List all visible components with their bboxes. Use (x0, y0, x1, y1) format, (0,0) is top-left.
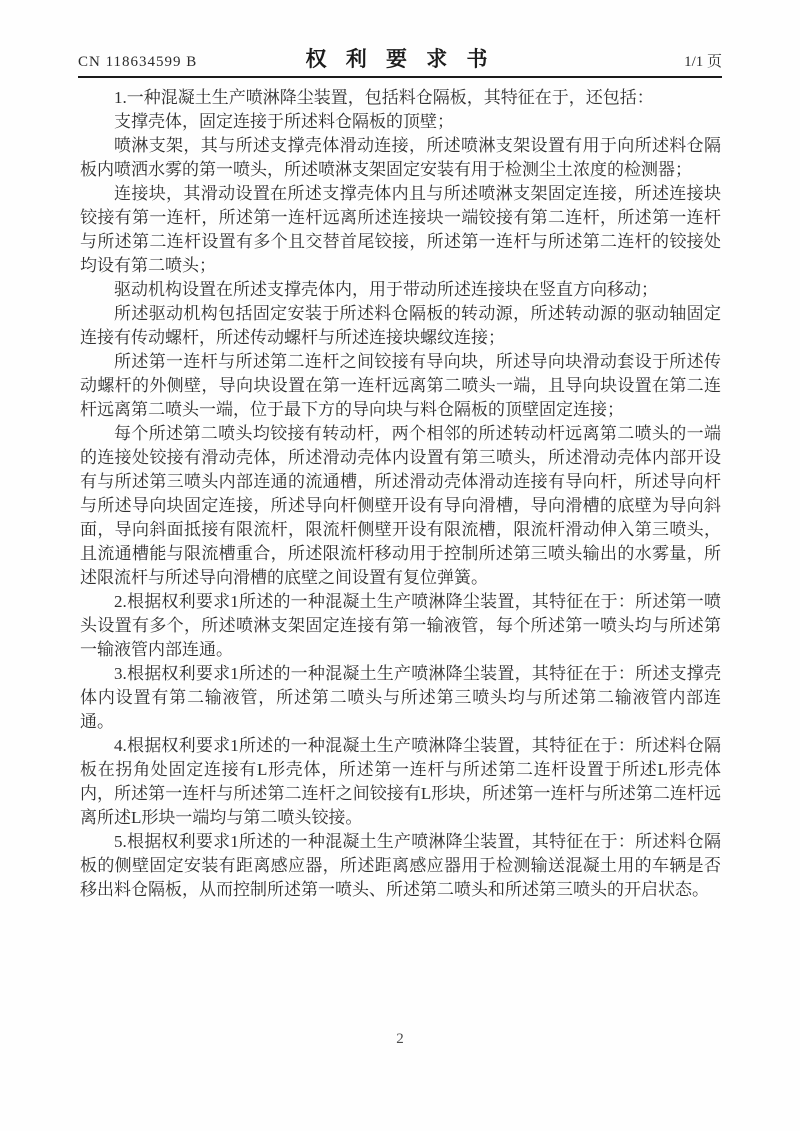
header-divider (78, 76, 722, 78)
claim-1-nozzle-detail: 每个所述第二喷头均铰接有转动杆，两个相邻的所述转动杆远离第二喷头的一端的连接处铰接有滑动壳体，所述滑动壳体内设置有第三喷头，所述滑动壳体内部开设有与所述第三喷头内部连通的流通槽，所述滑动壳体滑动连接有导向杆，所述导向杆与所述导向块固定连接，所述导向杆侧壁开设有导向滑槽，导向滑槽的底壁为导向斜面，导向斜面抵接有限流杆，限流杆侧壁开设有限流槽，限流杆滑动伸入第三喷头，且流通槽能与限流槽重合，所述限流杆移动用于控制所述第三喷头输出的水雾量，所述限流杆与所述导向滑槽的底壁之间设置有复位弹簧。 (80, 424, 721, 587)
claims-body (80, 86, 721, 902)
claim-1-guide-block: 所述第一连杆与所述第二连杆之间铰接有导向块，所述导向块滑动套设于所述传动螺杆的外侧壁，导向块设置在第一连杆远离第二喷头一端，且导向块设置在第二连杆远离第二喷头一端，位于最下方的导向块与料仓隔板的顶壁固定连接； (80, 352, 721, 419)
claim-2: 2.根据权利要求1所述的一种混凝土生产喷淋降尘装置，其特征在于：所述第一喷头设置有多个，所述喷淋支架固定连接有第一输液管，每个所述第一喷头均与所述第一输液管内部连通。 (80, 592, 721, 659)
claim-3: 3.根据权利要求1所述的一种混凝土生产喷淋降尘装置，其特征在于：所述支撑壳体内设置有第二输液管，所述第二喷头与所述第三喷头均与所述第二输液管内部连通。 (80, 664, 721, 731)
claim-1-drive-detail: 所述驱动机构包括固定安装于所述料仓隔板的转动源，所述转动源的驱动轴固定连接有传动螺杆，所述传动螺杆与所述连接块螺纹连接； (80, 304, 721, 347)
claim-1-spray-bracket: 喷淋支架，其与所述支撑壳体滑动连接，所述喷淋支架设置有用于向所述料仓隔板内喷洒水雾的第一喷头，所述喷淋支架固定安装有用于检测尘土浓度的检测器； (80, 136, 721, 179)
document-number: CN 118634599 B (78, 54, 198, 70)
footer-page-number: 2 (396, 1031, 404, 1047)
claim-5: 5.根据权利要求1所述的一种混凝土生产喷淋降尘装置，其特征在于：所述料仓隔板的侧壁固定安装有距离感应器，所述距离感应器用于检测输送混凝土用的车辆是否移出料仓隔板，从而控制所述第一喷头、所述第二喷头和所述第三喷头的开启状态。 (80, 832, 721, 899)
claim-1-drive-mechanism: 驱动机构设置在所述支撑壳体内，用于带动所述连接块在竖直方向移动； (114, 280, 658, 299)
page-header (78, 44, 722, 76)
page-indicator: 1/1 页 (684, 54, 722, 70)
claim-4: 4.根据权利要求1所述的一种混凝土生产喷淋降尘装置，其特征在于：所述料仓隔板在拐角处固定连接有L形壳体，所述第一连杆与所述第二连杆设置于所述L形壳体内，所述第一连杆与所述第二连杆之间铰接有L形块，所述第一连杆与所述第二连杆远离所述L形块一端均与第二喷头铰接。 (80, 736, 721, 827)
claim-1-connecting-block: 连接块，其滑动设置在所述支撑壳体内且与所述喷淋支架固定连接，所述连接块铰接有第一连杆，所述第一连杆远离所述连接块一端铰接有第二连杆，所述第一连杆与所述第二连杆设置有多个且交替首尾铰接，所述第一连杆与所述第二连杆的铰接处均设有第二喷头； (80, 184, 721, 275)
claim-1-support-housing: 支撑壳体，固定连接于所述料仓隔板的顶壁； (114, 112, 454, 131)
document-title: 权 利 要 求 书 (305, 47, 495, 71)
page-footer (0, 1030, 800, 1048)
claim-1-preamble: 1.一种混凝土生产喷淋降尘装置，包括料仓隔板，其特征在于，还包括： (114, 88, 654, 107)
